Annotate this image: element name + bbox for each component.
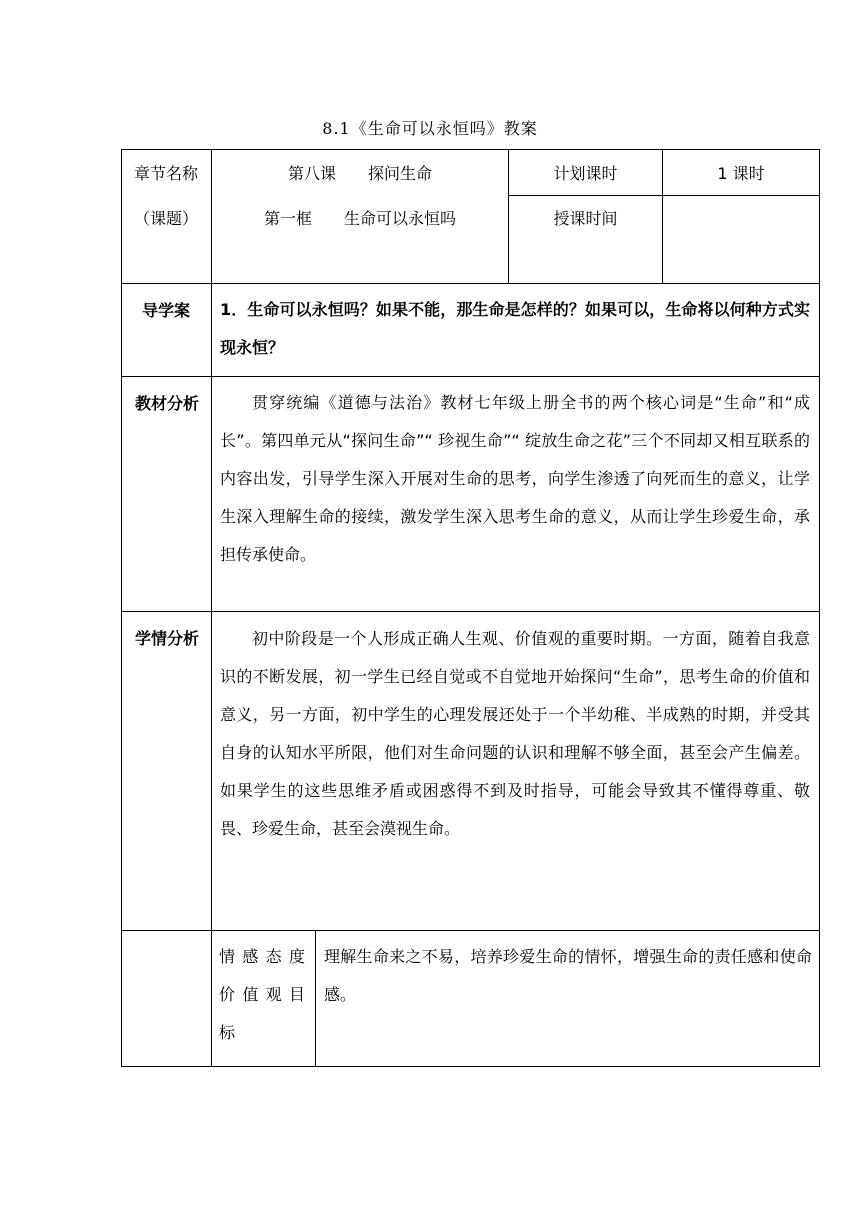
guide-bottom-border	[121, 376, 820, 377]
learner-bottom-border	[121, 930, 820, 931]
textbook-analysis-label: 教材分析	[134, 394, 199, 413]
table-border-bottom	[121, 1066, 820, 1067]
learner-analysis-text: 初中阶段是一个人形成正确人生观、价值观的重要时期。一方面，随着自我意识的不断发展，初一学生已经自觉或不自觉地开始探问“生命”，思考生命的价值和意义，另一方面，初中学生的心理发展还处于一个半幼稚、半成熟的时期，并受其自身的认知水平所限，他们对生命问题的认识和理解不够全面，甚至会产生偏差。如果学生的这些思维矛盾或困惑得不到及时指导，可能会导致其不懂得尊重、敬畏、珍爱生命，甚至会漠视生命。	[220, 629, 810, 838]
table-border-right	[819, 149, 820, 1067]
header-bottom-border	[121, 283, 820, 284]
teaching-time-label: 授课时间	[553, 209, 618, 228]
textbook-bottom-border	[121, 611, 820, 612]
textbook-analysis-text: 贯穿统编《道德与法治》教材七年级上册全书的两个核心词是“生命”和“成长”。第四单元从“探问生命”“ 珍视生命”“ 绽放生命之花”三个不同却又相互联系的内容出发，引导学生深入开展对生命的思考，向学生渗透了向死而生的意义，让学生深入理解生命的接续，激发学生深入思考生命的意义，从而让学生珍爱生命，承担传承使命。	[220, 393, 810, 564]
planned-hours-label: 计划课时	[553, 164, 618, 183]
label-column-border	[211, 149, 212, 1067]
lesson-line-2: 第一框 生命可以永恒吗	[263, 209, 456, 228]
guide-label: 导学案	[141, 301, 190, 320]
goals-sublabel: 情感态度价值观目标	[219, 947, 311, 1042]
goal-sub-border	[315, 930, 316, 1066]
goals-text: 理解生命来之不易，培养珍爱生命的情怀，增强生命的责任感和使命感。	[324, 947, 812, 1004]
table-border-left	[121, 149, 122, 1067]
table-border-top	[121, 149, 820, 150]
lesson-line-1: 第八课 探问生命	[287, 164, 432, 183]
planned-hours-value: 1 课时	[717, 164, 765, 183]
guide-text: 1．生命可以永恒吗？如果不能，那生命是怎样的？如果可以，生命将以何种方式实现永恒？	[220, 300, 810, 357]
document-title: 8.1《生命可以永恒吗》教案	[322, 119, 538, 138]
chapter-label: 章节名称（课题）	[133, 164, 198, 228]
learner-analysis-label: 学情分析	[134, 629, 199, 648]
